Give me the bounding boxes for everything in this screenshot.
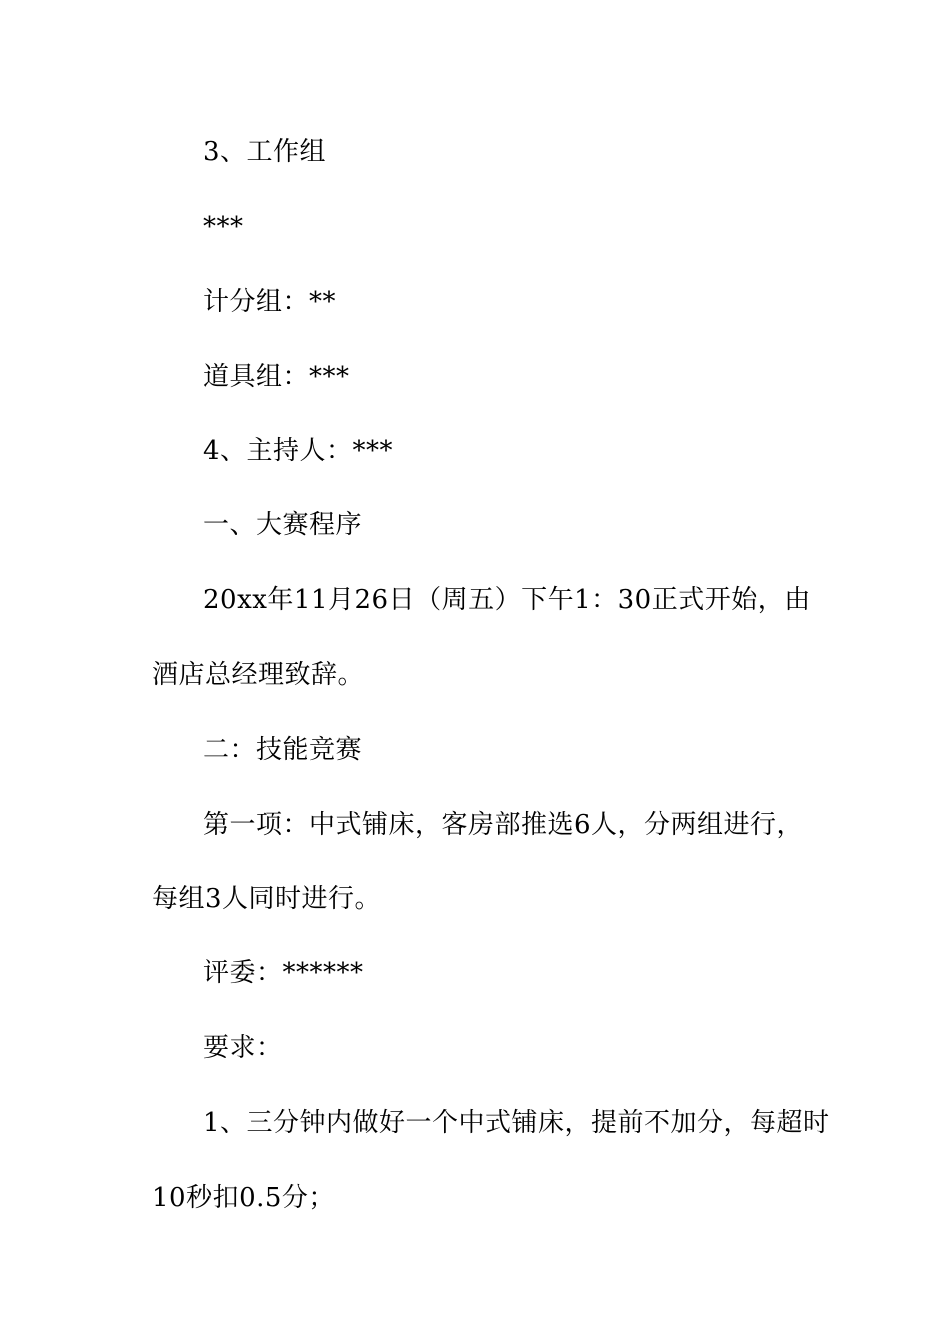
section-heading-skills-contest: 二：技能竞赛: [203, 735, 363, 765]
section-heading-procedure: 一、大赛程序: [203, 510, 363, 540]
paragraph-work-group-members: ***: [203, 212, 244, 242]
paragraph-start-time-line1: 20xx年11月26日（周五）下午1：30正式开始，由: [203, 585, 811, 615]
paragraph-item-one-line2: 每组3人同时进行。: [152, 884, 382, 914]
paragraph-work-group-heading: 3、工作组: [203, 137, 327, 167]
paragraph-scoring-group: 计分组：**: [203, 287, 337, 317]
paragraph-props-group: 道具组：***: [203, 362, 350, 392]
paragraph-requirement-one-line2: 10秒扣0.5分；: [152, 1183, 335, 1213]
paragraph-host: 4、主持人：***: [203, 436, 394, 466]
paragraph-item-one-line1: 第一项：中式铺床，客房部推选6人，分两组进行，: [203, 810, 804, 840]
paragraph-judges: 评委：******: [203, 958, 364, 988]
paragraph-requirements-heading: 要求：: [203, 1033, 283, 1063]
paragraph-requirement-one-line1: 1、三分钟内做好一个中式铺床，提前不加分，每超时: [203, 1108, 830, 1138]
paragraph-start-time-line2: 酒店总经理致辞。: [152, 660, 365, 690]
